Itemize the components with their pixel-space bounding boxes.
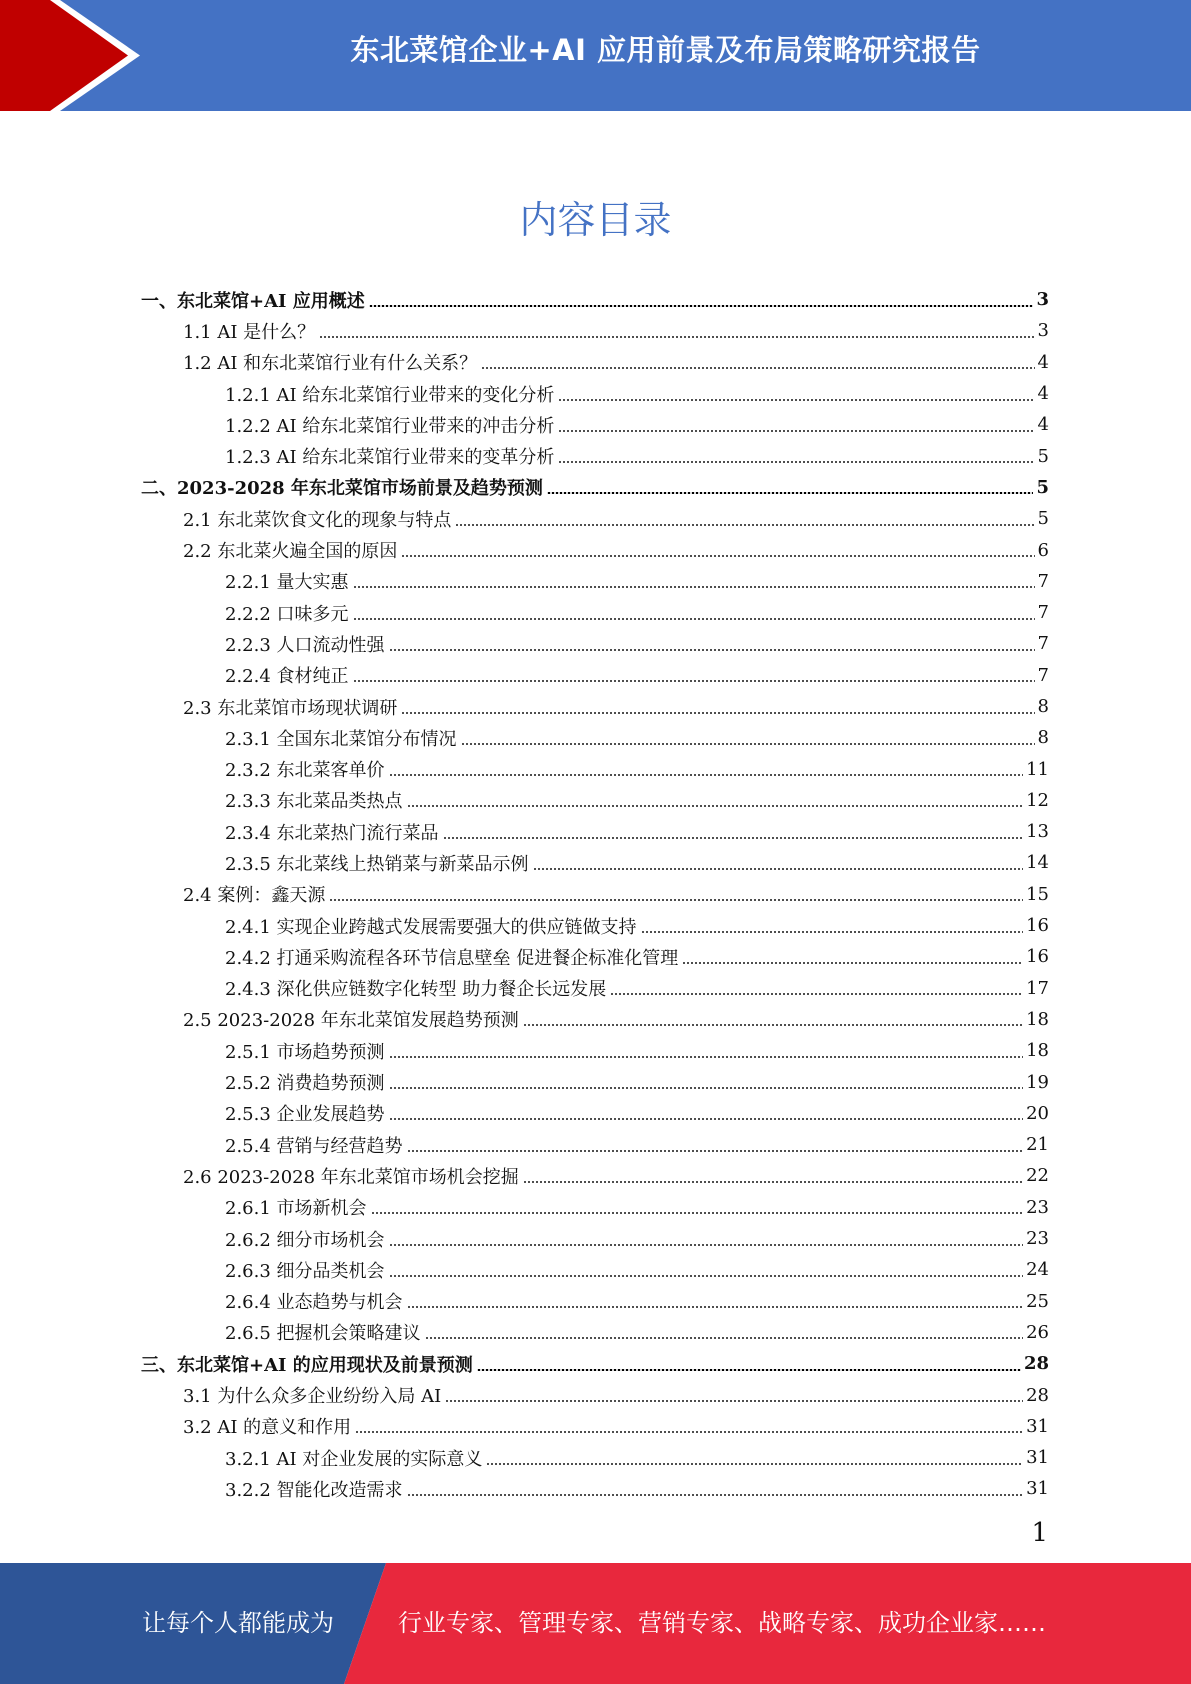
toc-dot-leader xyxy=(486,1463,1023,1465)
toc-entry-page: 5 xyxy=(1037,508,1049,530)
toc-entry-page: 6 xyxy=(1037,539,1049,561)
toc-entry[interactable] xyxy=(141,785,1049,816)
toc-dot-leader xyxy=(353,680,1035,682)
toc-dot-leader xyxy=(547,492,1034,494)
toc-dot-leader xyxy=(389,1275,1024,1277)
toc-entry-label: 3.2 AI 的意义和作用 xyxy=(183,1417,352,1439)
toc-entry[interactable] xyxy=(141,1004,1049,1035)
table-of-contents xyxy=(141,284,1049,1505)
toc-entry-page: 23 xyxy=(1026,1228,1049,1250)
toc-dot-leader xyxy=(477,1369,1021,1371)
toc-dot-leader xyxy=(445,1400,1023,1402)
toc-entry-label: 二、2023-2028 年东北菜馆市场前景及趋势预测 xyxy=(141,478,543,500)
toc-entry[interactable] xyxy=(141,973,1049,1004)
toc-entry-label: 2.4.1 实现企业跨越式发展需要强大的供应链做支持 xyxy=(225,916,637,938)
toc-entry-label: 2.6.3 细分品类机会 xyxy=(225,1260,385,1282)
toc-dot-leader xyxy=(371,1212,1024,1214)
toc-entry-label: 2.3.3 东北菜品类热点 xyxy=(225,791,403,813)
toc-dot-leader xyxy=(461,743,1035,745)
toc-entry-page: 19 xyxy=(1026,1071,1049,1093)
toc-entry[interactable] xyxy=(141,1129,1049,1160)
toc-entry[interactable] xyxy=(141,503,1049,534)
toc-entry[interactable] xyxy=(141,472,1049,503)
toc-entry[interactable] xyxy=(141,753,1049,784)
toc-entry-page: 21 xyxy=(1026,1134,1049,1156)
toc-entry-page: 16 xyxy=(1026,915,1049,937)
toc-entry-page: 12 xyxy=(1026,789,1049,811)
toc-entry[interactable] xyxy=(141,1348,1049,1379)
toc-entry-page: 22 xyxy=(1026,1165,1049,1187)
toc-dot-leader xyxy=(558,399,1034,401)
toc-entry-label: 2.6 2023-2028 年东北菜馆市场机会挖掘 xyxy=(183,1166,519,1188)
toc-entry-page: 28 xyxy=(1023,1353,1049,1375)
toc-entry[interactable] xyxy=(141,660,1049,691)
toc-entry[interactable] xyxy=(141,1223,1049,1254)
toc-entry[interactable] xyxy=(141,816,1049,847)
toc-entry-page: 18 xyxy=(1026,1040,1049,1062)
toc-dot-leader xyxy=(407,1494,1024,1496)
toc-entry-label: 1.2.2 AI 给东北菜馆行业带来的冲击分析 xyxy=(225,415,555,437)
toc-entry-page: 18 xyxy=(1026,1008,1049,1030)
toc-entry-page: 25 xyxy=(1026,1290,1049,1312)
toc-entry-label: 2.2 东北菜火遍全国的原因 xyxy=(183,541,398,563)
toc-entry-page: 4 xyxy=(1037,414,1049,436)
toc-entry-page: 23 xyxy=(1026,1196,1049,1218)
toc-entry[interactable] xyxy=(141,1379,1049,1410)
footer-slogan-right: 行业专家、管理专家、营销专家、战略专家、成功企业家…… xyxy=(398,1609,1046,1637)
report-title: 东北菜馆企业+AI 应用前景及布局策略研究报告 xyxy=(350,33,981,67)
toc-entry[interactable] xyxy=(141,910,1049,941)
toc-entry-label: 2.3.5 东北菜线上热销菜与新菜品示例 xyxy=(225,853,529,875)
toc-entry-label: 2.6.5 把握机会策略建议 xyxy=(225,1323,421,1345)
toc-dot-leader xyxy=(353,586,1035,588)
toc-entry-page: 5 xyxy=(1037,445,1049,467)
toc-entry-label: 2.2.1 量大实惠 xyxy=(225,572,349,594)
toc-entry-label: 2.5.4 营销与经营趋势 xyxy=(225,1135,403,1157)
toc-entry-label: 2.6.2 细分市场机会 xyxy=(225,1229,385,1251)
toc-entry[interactable] xyxy=(141,1192,1049,1223)
toc-entry-page: 7 xyxy=(1037,633,1049,655)
toc-dot-leader xyxy=(558,461,1034,463)
toc-entry-label: 2.4.2 打通采购流程各环节信息壁垒 促进餐企标准化管理 xyxy=(225,947,679,969)
toc-entry-label: 2.6.4 业态趋势与机会 xyxy=(225,1292,403,1314)
toc-entry-page: 11 xyxy=(1026,758,1049,780)
toc-dot-leader xyxy=(481,367,1034,369)
toc-entry-label: 3.2.1 AI 对企业发展的实际意义 xyxy=(225,1448,483,1470)
toc-entry[interactable] xyxy=(141,1411,1049,1442)
toc-entry-label: 1.2.1 AI 给东北菜馆行业带来的变化分析 xyxy=(225,384,555,406)
toc-dot-leader xyxy=(407,805,1024,807)
toc-entry-label: 2.5 2023-2028 年东北菜馆发展趋势预测 xyxy=(183,1010,519,1032)
toc-dot-leader xyxy=(641,931,1024,933)
toc-dot-leader xyxy=(389,1244,1024,1246)
toc-entry-page: 15 xyxy=(1026,883,1049,905)
toc-entry[interactable] xyxy=(141,1317,1049,1348)
toc-dot-leader xyxy=(353,618,1035,620)
toc-entry[interactable] xyxy=(141,378,1049,409)
toc-entry[interactable] xyxy=(141,597,1049,628)
toc-entry-page: 24 xyxy=(1026,1259,1049,1281)
toc-dot-leader xyxy=(558,430,1034,432)
toc-entry-page: 31 xyxy=(1026,1447,1049,1469)
toc-entry[interactable] xyxy=(141,691,1049,722)
toc-entry-label: 2.5.2 消费趋势预测 xyxy=(225,1073,385,1095)
toc-entry-page: 7 xyxy=(1037,602,1049,624)
toc-entry-label: 一、东北菜馆+AI 应用概述 xyxy=(141,290,365,312)
toc-dot-leader xyxy=(329,899,1023,901)
page-footer xyxy=(0,1563,1191,1684)
toc-entry-label: 2.6.1 市场新机会 xyxy=(225,1198,367,1220)
toc-dot-leader xyxy=(610,993,1023,995)
toc-entry-page: 31 xyxy=(1026,1478,1049,1500)
toc-entry[interactable] xyxy=(141,628,1049,659)
page-header xyxy=(0,0,1191,111)
toc-entry[interactable] xyxy=(141,1254,1049,1285)
toc-dot-leader xyxy=(389,1087,1024,1089)
toc-dot-leader xyxy=(355,1431,1023,1433)
toc-dot-leader xyxy=(443,837,1024,839)
toc-entry[interactable] xyxy=(141,1066,1049,1097)
toc-entry-page: 8 xyxy=(1037,696,1049,717)
toc-entry-page: 20 xyxy=(1026,1102,1049,1124)
toc-dot-leader xyxy=(389,1056,1024,1058)
toc-entry[interactable] xyxy=(141,1286,1049,1317)
toc-entry[interactable] xyxy=(141,1035,1049,1066)
toc-entry-label: 2.2.4 食材纯正 xyxy=(225,666,349,688)
toc-entry-label: 1.2 AI 和东北菜馆行业有什么关系？ xyxy=(183,353,478,375)
toc-entry[interactable] xyxy=(141,1473,1049,1504)
toc-dot-leader xyxy=(389,1118,1024,1120)
toc-entry[interactable] xyxy=(141,566,1049,597)
toc-entry-page: 14 xyxy=(1026,852,1049,874)
toc-entry-label: 3.1 为什么众多企业纷纷入局 AI xyxy=(183,1386,442,1408)
toc-entry-page: 13 xyxy=(1026,821,1049,843)
toc-entry-page: 4 xyxy=(1037,383,1049,405)
toc-dot-leader xyxy=(369,305,1034,307)
toc-entry-page: 3 xyxy=(1037,320,1049,342)
toc-entry-label: 2.3.4 东北菜热门流行菜品 xyxy=(225,822,439,844)
toc-entry-label: 2.5.1 市场趋势预测 xyxy=(225,1041,385,1063)
toc-entry-page: 5 xyxy=(1036,476,1049,498)
toc-dot-leader xyxy=(407,1150,1024,1152)
toc-dot-leader xyxy=(407,1306,1024,1308)
toc-entry[interactable] xyxy=(141,284,1049,315)
toc-entry[interactable] xyxy=(141,941,1049,972)
toc-dot-leader xyxy=(389,649,1035,651)
toc-entry-label: 2.3.2 东北菜客单价 xyxy=(225,760,385,782)
toc-entry-page: 31 xyxy=(1026,1415,1049,1437)
toc-entry[interactable] xyxy=(141,879,1049,910)
toc-entry-label: 3.2.2 智能化改造需求 xyxy=(225,1479,403,1501)
toc-entry-label: 2.5.3 企业发展趋势 xyxy=(225,1104,385,1126)
toc-entry-label: 2.3.1 全国东北菜馆分布情况 xyxy=(225,728,457,750)
toc-entry-page: 8 xyxy=(1037,727,1049,749)
toc-entry[interactable] xyxy=(141,1098,1049,1129)
toc-entry-page: 26 xyxy=(1026,1321,1049,1343)
toc-entry-label: 2.2.3 人口流动性强 xyxy=(225,634,385,656)
toc-entry-label: 1.2.3 AI 给东北菜馆行业带来的变革分析 xyxy=(225,447,555,469)
toc-entry-label: 三、东北菜馆+AI 的应用现状及前景预测 xyxy=(141,1354,473,1376)
toc-entry[interactable] xyxy=(141,1160,1049,1191)
toc-entry[interactable] xyxy=(141,315,1049,346)
toc-dot-leader xyxy=(523,1181,1023,1183)
toc-entry-page: 3 xyxy=(1036,289,1049,311)
toc-entry[interactable] xyxy=(141,534,1049,565)
toc-dot-leader xyxy=(533,868,1024,870)
toc-entry[interactable] xyxy=(141,409,1049,440)
toc-dot-leader xyxy=(425,1337,1024,1339)
toc-heading: 内容目录 xyxy=(519,198,672,242)
toc-dot-leader xyxy=(401,555,1034,557)
toc-dot-leader xyxy=(401,712,1034,714)
toc-entry-page: 4 xyxy=(1037,351,1049,373)
toc-entry-page: 17 xyxy=(1026,977,1049,999)
toc-dot-leader xyxy=(319,336,1034,338)
toc-entry[interactable] xyxy=(141,440,1049,471)
toc-entry-page: 7 xyxy=(1037,664,1049,686)
page-number: 1 xyxy=(1031,1518,1048,1548)
toc-dot-leader xyxy=(682,962,1023,964)
toc-entry-page: 7 xyxy=(1037,570,1049,592)
toc-entry-label: 2.2.2 口味多元 xyxy=(225,603,349,625)
chevron-arrow-icon xyxy=(0,0,160,111)
toc-entry[interactable] xyxy=(141,347,1049,378)
toc-dot-leader xyxy=(389,774,1024,776)
toc-entry[interactable] xyxy=(141,1442,1049,1473)
toc-entry[interactable] xyxy=(141,722,1049,753)
toc-entry-label: 2.4.3 深化供应链数字化转型 助力餐企长远发展 xyxy=(225,979,607,1001)
footer-slogan-left: 让每个人都能成为 xyxy=(142,1609,334,1637)
toc-entry-label: 1.1 AI 是什么？ xyxy=(183,321,316,343)
toc-dot-leader xyxy=(455,524,1034,526)
toc-dot-leader xyxy=(523,1024,1023,1026)
toc-entry-label: 2.3 东北菜馆市场现状调研 xyxy=(183,697,398,719)
toc-entry[interactable] xyxy=(141,847,1049,878)
toc-entry-label: 2.1 东北菜饮食文化的现象与特点 xyxy=(183,509,452,531)
toc-entry-page: 28 xyxy=(1026,1384,1049,1406)
toc-entry-label: 2.4 案例：鑫天源 xyxy=(183,885,326,907)
toc-entry-page: 16 xyxy=(1026,946,1049,968)
